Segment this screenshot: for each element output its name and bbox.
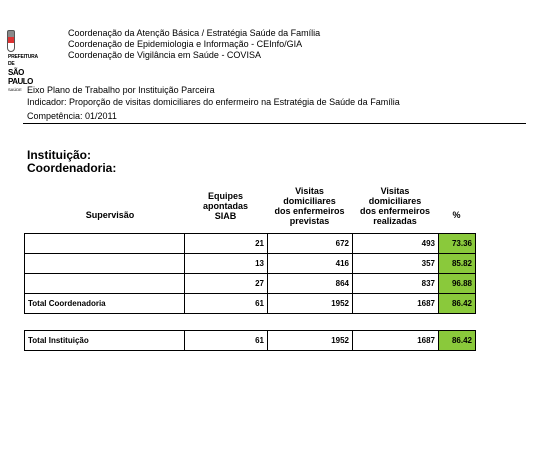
cell-pct: 86.42 bbox=[439, 331, 476, 351]
cell-previstas: 1952 bbox=[268, 331, 353, 351]
cell-realizadas: 1687 bbox=[353, 294, 439, 314]
table-row bbox=[25, 254, 476, 274]
cell-equipes: 13 bbox=[185, 254, 268, 274]
cell-previstas: 1952 bbox=[268, 294, 353, 314]
col-header-realizadas: Visitas domiciliares dos enfermeiros realizadas bbox=[359, 186, 431, 226]
report-title bbox=[27, 84, 400, 108]
cell-previstas: 864 bbox=[268, 274, 353, 294]
cell-pct: 96.88 bbox=[439, 274, 476, 294]
cell-pct: 85.82 bbox=[439, 254, 476, 274]
col-header-previstas: Visitas domiciliares dos enfermeiros previstas bbox=[274, 186, 345, 226]
cell-supervisao: Total Coordenadoria bbox=[25, 294, 185, 314]
cell-equipes: 21 bbox=[185, 234, 268, 254]
cell-previstas: 416 bbox=[268, 254, 353, 274]
header-line-3: Coordenação de Vigilância em Saúde - COVISA bbox=[68, 50, 261, 60]
instituicao-table bbox=[24, 330, 476, 351]
total-coordenadoria-row bbox=[25, 294, 476, 314]
cell-pct: 73.36 bbox=[439, 234, 476, 254]
cell-equipes: 61 bbox=[185, 294, 268, 314]
header-text bbox=[68, 28, 320, 61]
col-header-equipes: Equipes apontadas SIAB bbox=[202, 191, 248, 221]
cell-pct: 86.42 bbox=[439, 294, 476, 314]
coordenadoria-label: Coordenadoria: bbox=[27, 161, 117, 175]
indicador-text: Indicador: Proporção de visitas domiciliares do enfermeiro na Estratégia de Saúde da Família bbox=[27, 97, 400, 107]
cell-supervisao bbox=[25, 234, 185, 254]
cell-supervisao bbox=[25, 274, 185, 294]
cell-realizadas: 357 bbox=[353, 254, 439, 274]
cell-realizadas: 1687 bbox=[353, 331, 439, 351]
cell-previstas: 672 bbox=[268, 234, 353, 254]
cell-equipes: 61 bbox=[185, 331, 268, 351]
header-line-2: Coordenação de Epidemiologia e Informação - CEInfo/GIA bbox=[68, 39, 303, 49]
crest-icon bbox=[7, 30, 15, 52]
logo-line-3: SAÚDE bbox=[8, 87, 22, 92]
cell-supervisao: Total Instituição bbox=[25, 331, 185, 351]
total-instituicao-row bbox=[25, 331, 476, 351]
coordenadoria-table bbox=[24, 233, 476, 314]
logo-line-1: PREFEITURA DE bbox=[8, 54, 38, 67]
cell-equipes: 27 bbox=[185, 274, 268, 294]
instituicao-label: Instituição: bbox=[27, 148, 92, 162]
cell-realizadas: 493 bbox=[353, 234, 439, 254]
competencia-text: Competência: 01/2011 bbox=[27, 111, 117, 121]
header-line-1: Coordenação da Atenção Básica / Estratégia Saúde da Família bbox=[68, 28, 321, 38]
cell-realizadas: 837 bbox=[353, 274, 439, 294]
logo-line-2: SÃO PAULO bbox=[8, 68, 33, 86]
table-row bbox=[25, 274, 476, 294]
prefeitura-logo bbox=[6, 28, 38, 92]
col-header-pct: % bbox=[452, 210, 461, 220]
col-header-supervisao: Supervisão bbox=[85, 210, 135, 220]
divider bbox=[23, 123, 526, 124]
table-row bbox=[25, 234, 476, 254]
eixo-text: Eixo Plano de Trabalho por Instituição Parceira bbox=[27, 85, 215, 95]
cell-supervisao bbox=[25, 254, 185, 274]
